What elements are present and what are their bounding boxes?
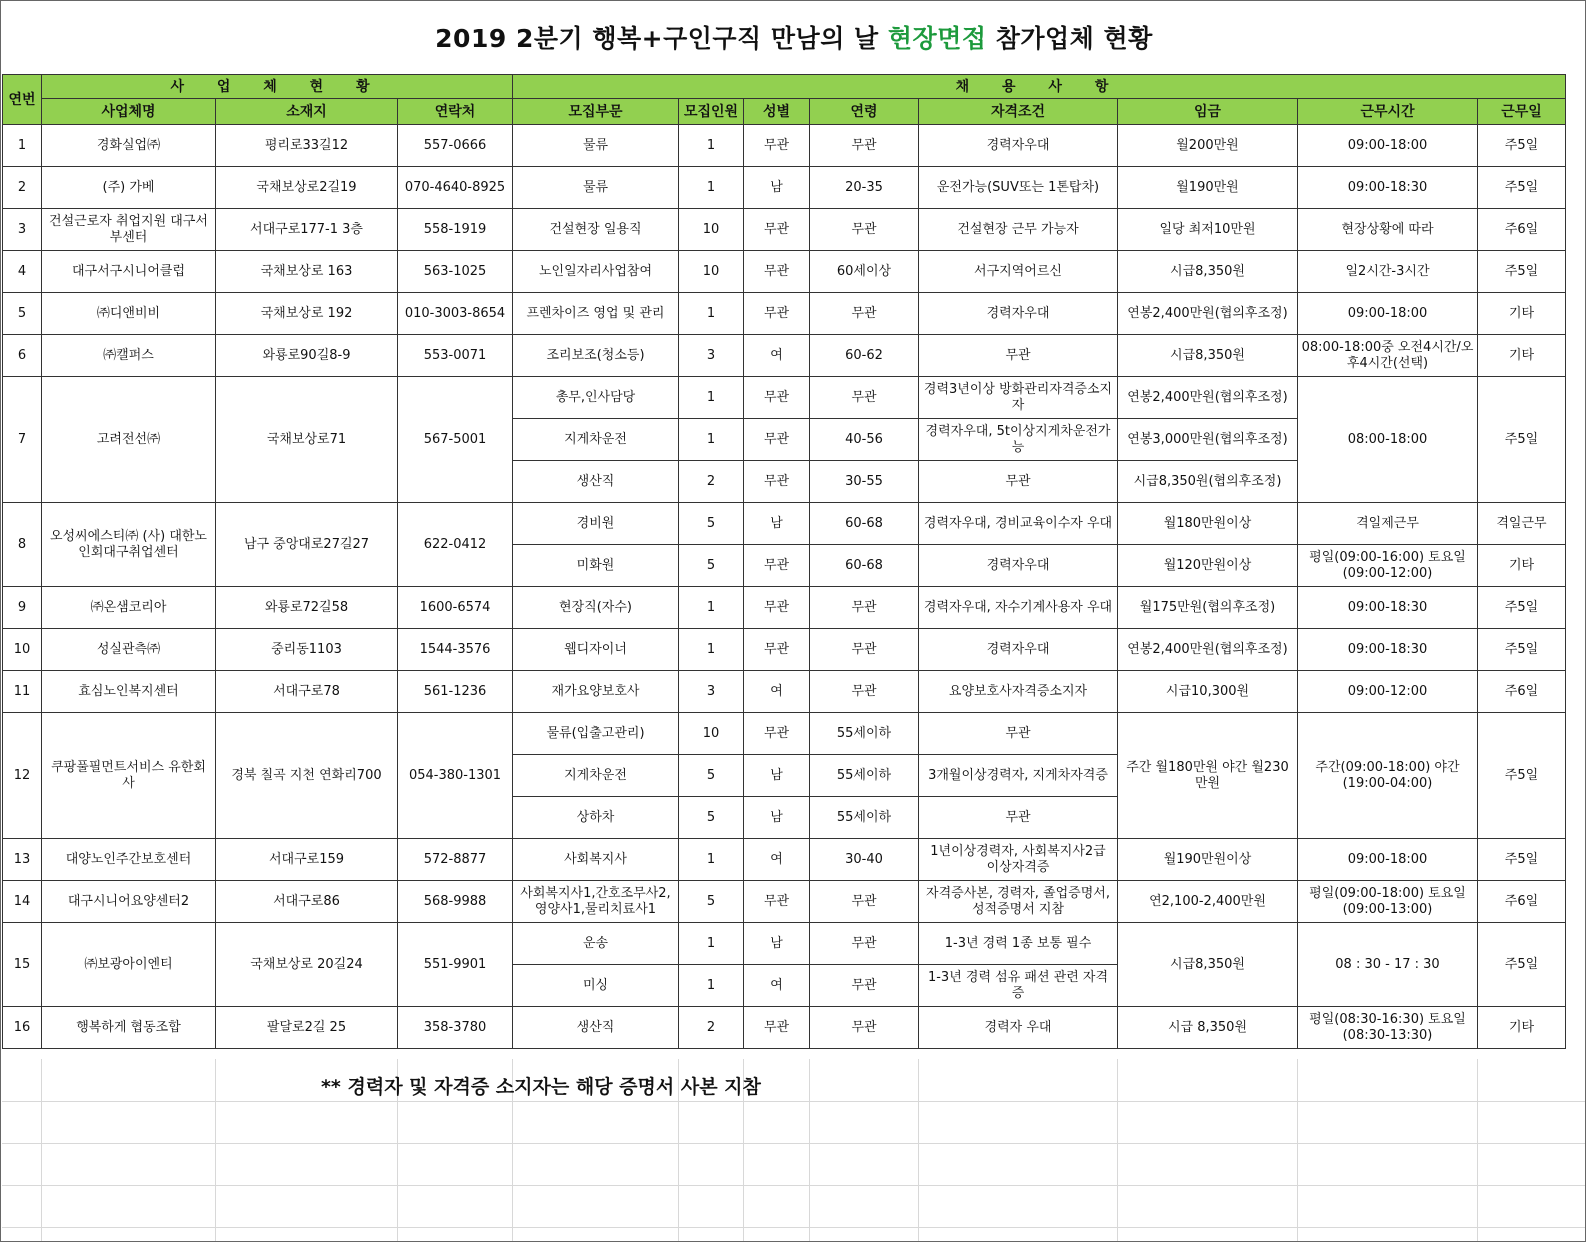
company-name: 대구시니어요양센터2 (42, 881, 216, 923)
job-field: 미싱 (513, 965, 679, 1007)
job-age: 무관 (810, 209, 919, 251)
company-address: 경북 칠곡 지천 연화리700 (216, 713, 398, 839)
job-qualification: 1-3년 경력 섬유 패션 관련 자격증 (919, 965, 1118, 1007)
job-count: 1 (679, 923, 744, 965)
job-age: 60-68 (810, 545, 919, 587)
job-days: 기타 (1478, 1007, 1566, 1049)
job-qualification: 무관 (919, 713, 1118, 755)
table-row (3, 125, 1566, 167)
row-number: 12 (3, 713, 42, 839)
header-wage: 임금 (1118, 99, 1298, 125)
company-address: 국채보상로71 (216, 377, 398, 503)
job-qualification: 무관 (919, 461, 1118, 503)
company-name: 오성씨에스티㈜ (사) 대한노인회대구취업센터 (42, 503, 216, 587)
job-count: 5 (679, 755, 744, 797)
job-wage: 시급8,350원 (1118, 335, 1298, 377)
job-days: 주5일 (1478, 629, 1566, 671)
table-row (3, 587, 1566, 629)
job-hours: 현장상황에 따라 (1298, 209, 1478, 251)
company-address: 평리로33길12 (216, 125, 398, 167)
job-field: 재가요양보호사 (513, 671, 679, 713)
job-days: 주5일 (1478, 377, 1566, 503)
job-wage: 주간 월180만원 야간 월230만원 (1118, 713, 1298, 839)
job-age: 무관 (810, 125, 919, 167)
job-age: 60-68 (810, 503, 919, 545)
job-age: 무관 (810, 1007, 919, 1049)
company-name: 효심노인복지센터 (42, 671, 216, 713)
company-name: ㈜보광아이엔티 (42, 923, 216, 1007)
job-qualification: 경력자우대 (919, 545, 1118, 587)
row-number: 8 (3, 503, 42, 587)
company-phone: 551-9901 (398, 923, 513, 1007)
job-wage: 연봉2,400만원(협의후조정) (1118, 293, 1298, 335)
job-age: 20-35 (810, 167, 919, 209)
job-age: 55세이하 (810, 797, 919, 839)
job-qualification: 서구지역어르신 (919, 251, 1118, 293)
job-qualification: 경력3년이상 방화관리자격증소지자 (919, 377, 1118, 419)
job-count: 10 (679, 713, 744, 755)
row-number: 3 (3, 209, 42, 251)
company-phone: 358-3780 (398, 1007, 513, 1049)
job-gender: 무관 (744, 125, 810, 167)
row-number: 2 (3, 167, 42, 209)
job-field: 경비원 (513, 503, 679, 545)
company-phone: 557-0666 (398, 125, 513, 167)
row-number: 9 (3, 587, 42, 629)
job-gender: 무관 (744, 377, 810, 419)
company-address: 서대구로159 (216, 839, 398, 881)
job-wage: 연봉2,400만원(협의후조정) (1118, 377, 1298, 419)
job-gender: 남 (744, 503, 810, 545)
participants-table (2, 74, 1566, 1049)
header-phone: 연락처 (398, 99, 513, 125)
table-row (3, 335, 1566, 377)
header-columns-row (3, 99, 1566, 125)
job-wage: 시급8,350원(협의후조정) (1118, 461, 1298, 503)
job-wage: 월190만원이상 (1118, 839, 1298, 881)
job-days: 주5일 (1478, 167, 1566, 209)
page-title (1, 19, 1586, 55)
job-days: 기타 (1478, 335, 1566, 377)
job-wage: 연봉2,400만원(협의후조정) (1118, 629, 1298, 671)
job-wage: 시급8,350원 (1118, 251, 1298, 293)
company-phone: 558-1919 (398, 209, 513, 251)
row-number: 6 (3, 335, 42, 377)
company-phone: 563-1025 (398, 251, 513, 293)
job-count: 5 (679, 881, 744, 923)
job-hours: 주간(09:00-18:00) 야간(19:00-04:00) (1298, 713, 1478, 839)
job-wage: 월190만원 (1118, 167, 1298, 209)
job-days: 주6일 (1478, 671, 1566, 713)
job-gender: 무관 (744, 251, 810, 293)
job-qualification: 3개월이상경력자, 지게차자격증 (919, 755, 1118, 797)
job-qualification: 경력자우대, 5t이상지게차운전가능 (919, 419, 1118, 461)
job-age: 무관 (810, 587, 919, 629)
table-row (3, 713, 1566, 755)
job-hours: 09:00-18:30 (1298, 167, 1478, 209)
company-phone: 572-8877 (398, 839, 513, 881)
company-address: 중리동1103 (216, 629, 398, 671)
company-name: 경화실업㈜ (42, 125, 216, 167)
job-field: 생산직 (513, 461, 679, 503)
company-phone: 010-3003-8654 (398, 293, 513, 335)
row-number: 5 (3, 293, 42, 335)
job-field: 사회복지사 (513, 839, 679, 881)
job-qualification: 경력자 우대 (919, 1007, 1118, 1049)
job-count: 5 (679, 545, 744, 587)
job-age: 30-55 (810, 461, 919, 503)
company-phone: 561-1236 (398, 671, 513, 713)
job-count: 1 (679, 839, 744, 881)
table-row (3, 293, 1566, 335)
job-hours: 평일(09:00-18:00) 토요일(09:00-13:00) (1298, 881, 1478, 923)
company-name: 쿠팡풀필먼트서비스 유한회사 (42, 713, 216, 839)
job-qualification: 자격증사본, 경력자, 졸업증명서,성적증명서 지참 (919, 881, 1118, 923)
job-days: 주5일 (1478, 923, 1566, 1007)
row-number: 11 (3, 671, 42, 713)
job-age: 무관 (810, 923, 919, 965)
job-gender: 남 (744, 797, 810, 839)
job-gender: 여 (744, 839, 810, 881)
job-qualification: 경력자우대, 자수기계사용자 우대 (919, 587, 1118, 629)
job-gender: 무관 (744, 461, 810, 503)
job-wage: 시급 8,350원 (1118, 1007, 1298, 1049)
company-phone: 1600-6574 (398, 587, 513, 629)
job-count: 1 (679, 293, 744, 335)
job-days: 주5일 (1478, 713, 1566, 839)
job-count: 10 (679, 251, 744, 293)
job-gender: 여 (744, 965, 810, 1007)
company-address: 국채보상로 20길24 (216, 923, 398, 1007)
job-age: 무관 (810, 881, 919, 923)
footnote: ** 경력자 및 자격증 소지자는 해당 증명서 사본 지참 (321, 1076, 761, 1098)
header-address: 소재지 (216, 99, 398, 125)
job-field: 지게차운전 (513, 755, 679, 797)
company-phone: 568-9988 (398, 881, 513, 923)
job-wage: 연봉3,000만원(협의후조정) (1118, 419, 1298, 461)
table-row (3, 209, 1566, 251)
header-age: 연령 (810, 99, 919, 125)
row-number: 16 (3, 1007, 42, 1049)
header-group-row (3, 75, 1566, 99)
job-gender: 남 (744, 167, 810, 209)
header-company-name: 사업체명 (42, 99, 216, 125)
row-number: 1 (3, 125, 42, 167)
job-qualification: 경력자우대 (919, 293, 1118, 335)
header-no: 연번 (3, 75, 42, 125)
company-address: 서대구로86 (216, 881, 398, 923)
company-address: 서대구로78 (216, 671, 398, 713)
header-qualification: 자격조건 (919, 99, 1118, 125)
company-phone: 622-0412 (398, 503, 513, 587)
job-hours: 09:00-18:30 (1298, 629, 1478, 671)
job-count: 1 (679, 377, 744, 419)
company-name: 고려전선㈜ (42, 377, 216, 503)
job-gender: 여 (744, 671, 810, 713)
job-field: 물류(입출고관리) (513, 713, 679, 755)
job-gender: 무관 (744, 293, 810, 335)
company-name: ㈜캘퍼스 (42, 335, 216, 377)
job-days: 주6일 (1478, 209, 1566, 251)
table-row (3, 503, 1566, 545)
job-age: 무관 (810, 377, 919, 419)
row-number: 14 (3, 881, 42, 923)
header-job-field: 모집부문 (513, 99, 679, 125)
job-age: 55세이하 (810, 713, 919, 755)
job-days: 주5일 (1478, 839, 1566, 881)
company-name: 행복하게 협동조합 (42, 1007, 216, 1049)
row-number: 10 (3, 629, 42, 671)
job-field: 건설현장 일용직 (513, 209, 679, 251)
job-count: 3 (679, 671, 744, 713)
job-count: 1 (679, 587, 744, 629)
table-row (3, 629, 1566, 671)
job-hours: 평일(09:00-16:00) 토요일(09:00-12:00) (1298, 545, 1478, 587)
job-count: 5 (679, 797, 744, 839)
header-group-company: 사 업 체 현 황 (42, 75, 513, 99)
job-wage: 연2,100-2,400만원 (1118, 881, 1298, 923)
job-field: 웹디자이너 (513, 629, 679, 671)
job-field: 총무,인사담당 (513, 377, 679, 419)
company-name: 성실관측㈜ (42, 629, 216, 671)
company-address: 국채보상로 163 (216, 251, 398, 293)
job-hours: 09:00-18:00 (1298, 125, 1478, 167)
job-gender: 무관 (744, 209, 810, 251)
table-row (3, 167, 1566, 209)
company-address: 와룡로90길8-9 (216, 335, 398, 377)
company-name: 대구서구시니어클럽 (42, 251, 216, 293)
title-suffix: 참가업체 현황 (986, 24, 1153, 53)
job-age: 60-62 (810, 335, 919, 377)
job-qualification: 경력자우대 (919, 125, 1118, 167)
company-address: 팔달로2길 25 (216, 1007, 398, 1049)
job-hours: 09:00-18:30 (1298, 587, 1478, 629)
job-age: 60세이상 (810, 251, 919, 293)
company-name: 대양노인주간보호센터 (42, 839, 216, 881)
job-hours: 09:00-18:00 (1298, 293, 1478, 335)
job-age: 무관 (810, 629, 919, 671)
job-count: 1 (679, 125, 744, 167)
job-hours: 08:00-18:00 (1298, 377, 1478, 503)
job-days: 주6일 (1478, 881, 1566, 923)
job-field: 프렌차이즈 영업 및 관리 (513, 293, 679, 335)
job-count: 1 (679, 167, 744, 209)
job-qualification: 무관 (919, 335, 1118, 377)
company-phone: 054-380-1301 (398, 713, 513, 839)
job-qualification: 경력자우대 (919, 629, 1118, 671)
header-group-hiring: 채 용 사 항 (513, 75, 1566, 99)
job-age: 40-56 (810, 419, 919, 461)
job-count: 1 (679, 629, 744, 671)
job-days: 주5일 (1478, 587, 1566, 629)
company-address: 국채보상로2길19 (216, 167, 398, 209)
job-gender: 무관 (744, 545, 810, 587)
job-age: 55세이하 (810, 755, 919, 797)
header-gender: 성별 (744, 99, 810, 125)
job-wage: 시급10,300원 (1118, 671, 1298, 713)
job-wage: 월120만원이상 (1118, 545, 1298, 587)
job-field: 노인일자리사업참여 (513, 251, 679, 293)
title-prefix: 2019 2분기 행복+구인구직 만남의 날 (435, 24, 888, 53)
job-age: 무관 (810, 293, 919, 335)
table-row (3, 251, 1566, 293)
job-qualification: 1년이상경력자, 사회복지사2급 이상자격증 (919, 839, 1118, 881)
job-hours: 08 : 30 - 17 : 30 (1298, 923, 1478, 1007)
company-phone: 567-5001 (398, 377, 513, 503)
row-number: 13 (3, 839, 42, 881)
job-qualification: 건설현장 근무 가능자 (919, 209, 1118, 251)
job-field: 생산직 (513, 1007, 679, 1049)
job-wage: 월180만원이상 (1118, 503, 1298, 545)
job-gender: 무관 (744, 881, 810, 923)
job-hours: 09:00-18:00 (1298, 839, 1478, 881)
job-gender: 무관 (744, 419, 810, 461)
company-address: 서대구로177-1 3층 (216, 209, 398, 251)
job-gender: 남 (744, 923, 810, 965)
job-hours: 격일제근무 (1298, 503, 1478, 545)
job-qualification: 무관 (919, 797, 1118, 839)
row-number: 7 (3, 377, 42, 503)
job-hours: 09:00-12:00 (1298, 671, 1478, 713)
job-count: 1 (679, 419, 744, 461)
table-row (3, 881, 1566, 923)
job-qualification: 1-3년 경력 1종 보통 필수 (919, 923, 1118, 965)
company-name: ㈜온샘코리아 (42, 587, 216, 629)
company-name: (주) 가베 (42, 167, 216, 209)
job-days: 주5일 (1478, 251, 1566, 293)
job-count: 10 (679, 209, 744, 251)
job-days: 기타 (1478, 545, 1566, 587)
job-gender: 무관 (744, 587, 810, 629)
job-wage: 월200만원 (1118, 125, 1298, 167)
job-gender: 무관 (744, 713, 810, 755)
job-field: 조리보조(청소등) (513, 335, 679, 377)
job-gender: 여 (744, 335, 810, 377)
job-age: 30-40 (810, 839, 919, 881)
job-hours: 평일(08:30-16:30) 토요일(08:30-13:30) (1298, 1007, 1478, 1049)
company-name: ㈜디앤비비 (42, 293, 216, 335)
row-number: 4 (3, 251, 42, 293)
title-highlight: 현장면접 (887, 24, 987, 53)
job-field: 운송 (513, 923, 679, 965)
job-hours: 일2시간-3시간 (1298, 251, 1478, 293)
job-age: 무관 (810, 965, 919, 1007)
company-address: 와룡로72길58 (216, 587, 398, 629)
company-phone: 1544-3576 (398, 629, 513, 671)
table-row (3, 1007, 1566, 1049)
company-name: 건설근로자 취업지원 대구서부센터 (42, 209, 216, 251)
table-row (3, 839, 1566, 881)
job-qualification: 요양보호사자격증소지자 (919, 671, 1118, 713)
header-days: 근무일 (1478, 99, 1566, 125)
job-age: 무관 (810, 671, 919, 713)
table-row (3, 377, 1566, 419)
job-count: 2 (679, 461, 744, 503)
table-row (3, 671, 1566, 713)
company-address: 국채보상로 192 (216, 293, 398, 335)
job-wage: 시급8,350원 (1118, 923, 1298, 1007)
job-field: 상하차 (513, 797, 679, 839)
job-hours: 08:00-18:00중 오전4시간/오후4시간(선택) (1298, 335, 1478, 377)
table-row (3, 923, 1566, 965)
job-days: 주5일 (1478, 125, 1566, 167)
job-field: 사회복지사1,간호조무사2,영양사1,물리치료사1 (513, 881, 679, 923)
header-count: 모집인원 (679, 99, 744, 125)
job-count: 5 (679, 503, 744, 545)
job-count: 3 (679, 335, 744, 377)
job-gender: 무관 (744, 1007, 810, 1049)
job-wage: 일당 최저10만원 (1118, 209, 1298, 251)
job-wage: 월175만원(협의후조정) (1118, 587, 1298, 629)
job-field: 미화원 (513, 545, 679, 587)
job-days: 격일근무 (1478, 503, 1566, 545)
job-field: 물류 (513, 167, 679, 209)
job-days: 기타 (1478, 293, 1566, 335)
job-gender: 남 (744, 755, 810, 797)
company-phone: 553-0071 (398, 335, 513, 377)
job-qualification: 경력자우대, 경비교육이수자 우대 (919, 503, 1118, 545)
row-number: 15 (3, 923, 42, 1007)
job-count: 1 (679, 965, 744, 1007)
job-gender: 무관 (744, 629, 810, 671)
job-count: 2 (679, 1007, 744, 1049)
job-field: 지게차운전 (513, 419, 679, 461)
job-qualification: 운전가능(SUV또는 1톤탑차) (919, 167, 1118, 209)
company-address: 남구 중앙대로27길27 (216, 503, 398, 587)
header-hours: 근무시간 (1298, 99, 1478, 125)
job-field: 물류 (513, 125, 679, 167)
job-field: 현장직(자수) (513, 587, 679, 629)
company-phone: 070-4640-8925 (398, 167, 513, 209)
